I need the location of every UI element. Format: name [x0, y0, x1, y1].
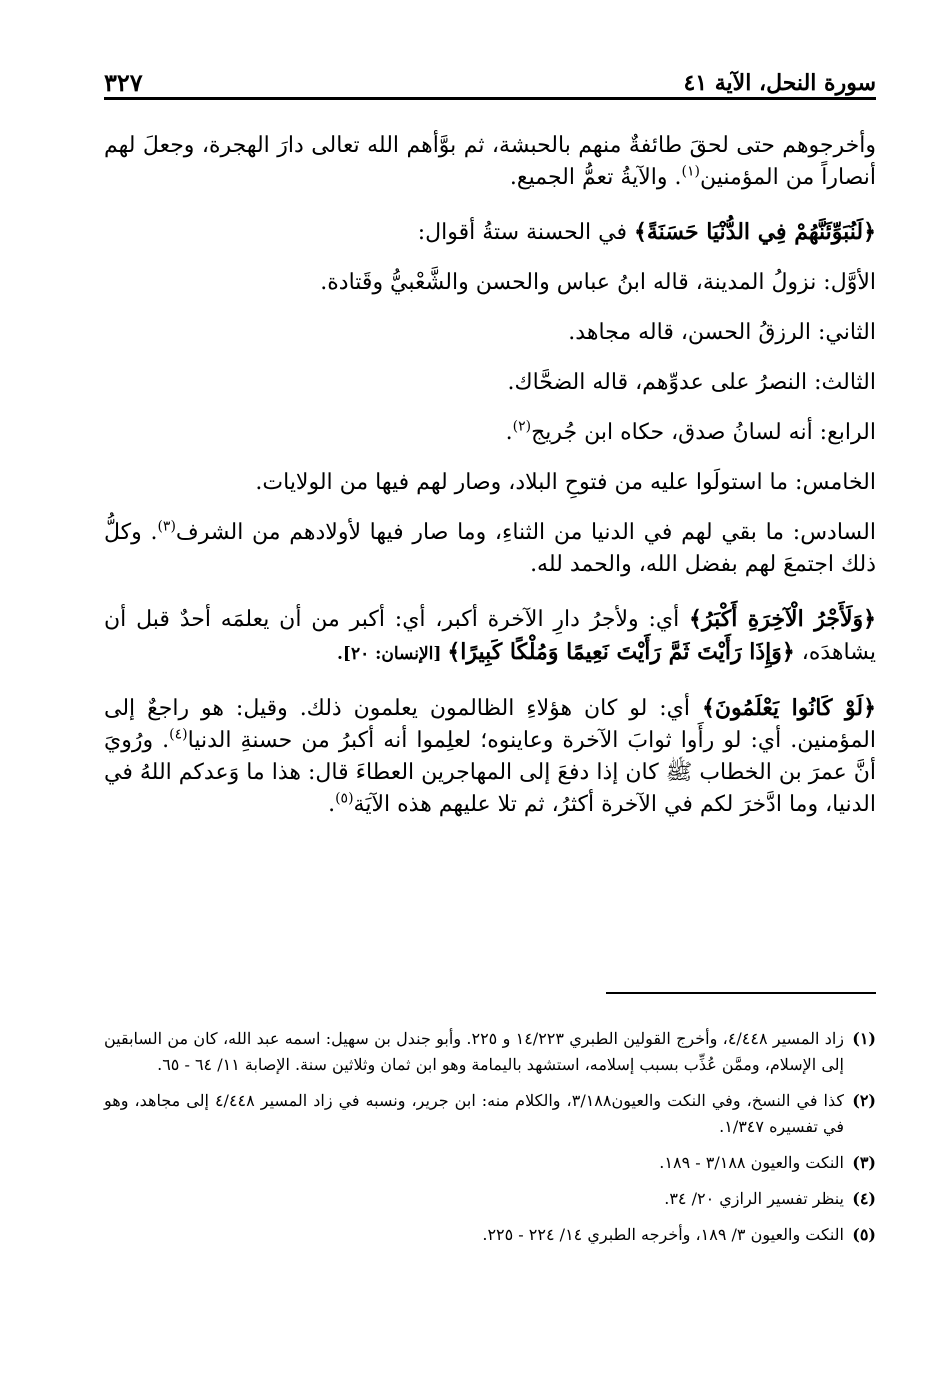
footnote-number: (٢)	[852, 1091, 876, 1110]
footnote-text: زاد المسير ٤/٤٤٨، وأخرج القولين الطبري ١٤/٢٢٣ و ٢٢٥. وأبو جندل بن سهيل: اسمه عبد الله، كان من السابقين إلى الإسلام، وممَّن عُذِّب بسبب إسلامه، استشهد باليمامة وهو ابن ثمان وثلاثين سنة. الإصابة ١١/ ٦٤ - ٦٥.	[104, 1029, 845, 1074]
footnote-text: النكت والعيون ٣/١٨٨ - ١٨٩.	[659, 1153, 844, 1172]
paragraph-text: .	[505, 420, 513, 445]
footnotes	[104, 1026, 876, 1258]
paragraph-text: أي: ولأجرُ دارِ الآخرة أكبر، أي: أكبر من أن يعلمَه أحدٌ قبل أن يشاهدَه،	[104, 607, 876, 665]
paragraph	[104, 130, 876, 194]
paragraph	[104, 467, 876, 499]
paragraph-text: الثاني: الرزقُ الحسن، قاله مجاهد.	[568, 320, 876, 345]
footnote	[104, 1150, 876, 1176]
paragraph-text: الثالث: النصرُ على عدوِّهم، قاله الضحَّاك.	[507, 370, 876, 395]
footnote-ref: (٣)	[157, 518, 176, 535]
quran-quote: ﴿وَلَأَجْرُ الْآخِرَةِ أَكْبَرُ﴾	[689, 606, 876, 632]
footnote	[104, 1186, 876, 1212]
paragraph	[104, 517, 876, 581]
footnote-separator	[606, 992, 876, 994]
footnote-ref: (٥)	[335, 790, 354, 807]
paragraph	[104, 417, 876, 449]
footnote-ref: (٢)	[512, 418, 532, 435]
main-text	[104, 130, 876, 843]
page-number: ٣٢٧	[104, 68, 143, 97]
running-title: سورة النحل، الآية ٤١	[683, 70, 876, 96]
paragraph	[104, 317, 876, 349]
paragraph-text: . والآيةُ تعمُّ الجميع.	[509, 165, 682, 190]
paragraph-text: الأوَّل: نزولُ المدينة، قاله ابنُ عباس والحسن والشَّعْبيُّ وقَتادة.	[320, 270, 876, 295]
footnote-ref: (٤)	[169, 726, 188, 743]
footnote-number: (١)	[852, 1029, 876, 1048]
paragraph	[104, 367, 876, 399]
paragraph-text: . ورُويَ أنَّ عمرَ بن الخطاب ﷺ كان إذا دفعَ إلى المهاجرين العطاءَ قال: هذا ما وَعدكم اللهُ في الدنيا، وما ادَّخرَ لكم في الآخرة أكثرُ، ثم تلا عليهم هذه الآيَة	[104, 728, 876, 817]
footnote-text: كذا في النسخ، وفي النكت والعيون٣/١٨٨، والكلام منه: ابن جرير، ونسبه في زاد المسير ٤/٤٤٨ إلى مجاهد، وهو في تفسيره ١/٣٤٧.	[104, 1091, 844, 1136]
quran-reference: [الإنسان: ٢٠].	[336, 644, 448, 664]
footnote-number: (٣)	[852, 1153, 876, 1172]
quran-quote: ﴿لَوْ كَانُوا يَعْلَمُونَ﴾	[701, 695, 876, 721]
footnote-text: النكت والعيون ٣/ ١٨٩، وأخرجه الطبري ١٤/ ٢٢٤ - ٢٢٥.	[482, 1225, 844, 1244]
paragraph-text: الخامس: ما استولَوا عليه من فتوحِ البلاد، وصار لهم فيها من الولايات.	[255, 470, 876, 495]
page-header	[104, 58, 876, 98]
footnote	[104, 1088, 876, 1140]
quran-quote: ﴿وَإِذَا رَأَيْتَ ثَمَّ رَأَيْتَ نَعِيمًا وَمُلْكًا كَبِيرًا﴾	[447, 639, 795, 665]
paragraph-text: .	[328, 792, 336, 817]
footnote-ref: (١)	[681, 163, 701, 180]
paragraph-text: الرابع: أنه لسانُ صدق، حكاه ابن جُريج	[531, 420, 876, 445]
footnote-text: ينظر تفسير الرازي ٢٠/ ٣٤.	[664, 1189, 844, 1208]
quran-quote: ﴿لَنُبَوِّئَنَّهُمْ فِي الدُّنْيَا حَسَنَةً﴾	[634, 219, 876, 245]
paragraph	[104, 267, 876, 299]
paragraph	[104, 603, 876, 670]
paragraph-text: . وكلُّ ذلك اجتمعَ لهم بفضل الله، والحمد لله.	[104, 520, 876, 577]
footnote-number: (٥)	[852, 1225, 876, 1244]
footnote-number: (٤)	[852, 1189, 876, 1208]
header-rule	[104, 97, 876, 100]
paragraph-text: السادس: ما بقي لهم في الدنيا من الثناءِ، وما صار فيها لأولادهم من الشرف	[175, 520, 876, 545]
footnote	[104, 1026, 876, 1078]
paragraph-text: في الحسنة ستةُ أقوال:	[417, 220, 634, 245]
paragraph-text: وأخرجوهم حتى لحقَ طائفةٌ منهم بالحبشة، ثم بوَّأهم الله تعالى دارَ الهجرة، وجعلَ لهم أنصاراً من المؤمنين	[104, 133, 876, 190]
footnote	[104, 1222, 876, 1248]
paragraph-text: أي: لو كان هؤلاءِ الظالمون يعلمون ذلك. وقيل: هو راجعٌ إلى المؤمنين. أي: لو رأَوا ثوابَ الآخرة وعاينوه؛ لعلِموا أنه أكبرُ من حسنةِ الدنيا	[104, 696, 876, 753]
paragraph	[104, 692, 876, 821]
paragraph	[104, 216, 876, 249]
